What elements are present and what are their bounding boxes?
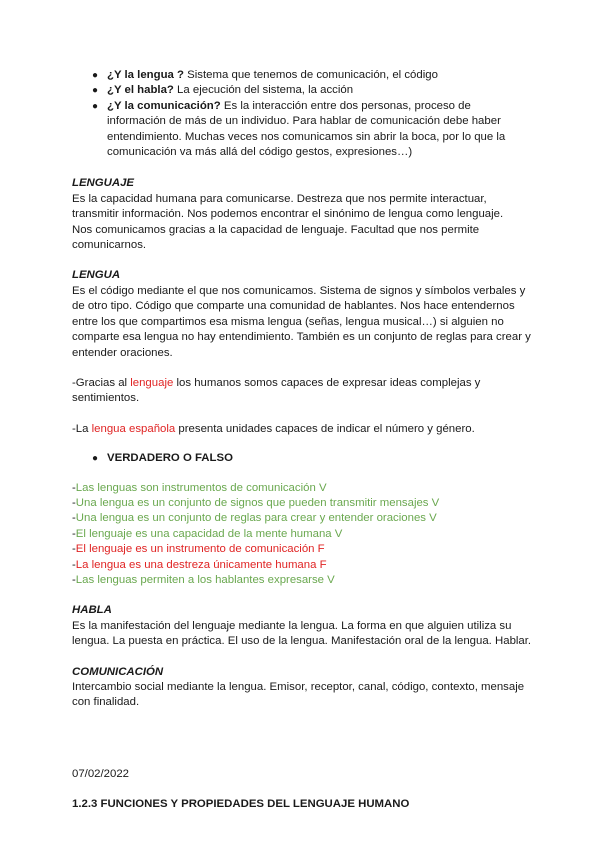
comunicacion-heading: COMUNICACIÓN (72, 665, 164, 678)
bullet-text: Es la interacción entre dos personas, proceso de información de más de un individuo. Para hablar de comunicación debe haber entendimiento. Muchas veces nos comunicamos sin abrir la boca, por lo que la comunicación va más allá del código gestos, expresiones…) (107, 99, 506, 159)
bullet-term: ¿Y el habla? (107, 84, 174, 97)
vf-statement: El lenguaje es una capacidad de la mente humana V (75, 527, 343, 540)
example-lenguaje (72, 376, 532, 407)
document-page (72, 68, 532, 813)
vf-item (72, 558, 532, 573)
vf-title-text: VERDADERO O FALSO (107, 452, 233, 465)
vf-prefix: - (72, 573, 76, 586)
vf-statement: Una lengua es un conjunto de signos que pueden transmitir mensajes V (75, 496, 440, 509)
bullet-text: Sistema que tenemos de comunicación, el código (184, 69, 438, 81)
vf-prefix: - (72, 496, 76, 509)
vf-prefix: - (72, 527, 76, 540)
vf-item (72, 511, 532, 526)
example-text: -La (72, 422, 92, 435)
bullet-icon: ● (92, 85, 99, 97)
bullet-icon: ● (92, 70, 99, 81)
lenguaje-paragraph-1: Es la capacidad humana para comunicarse. Destreza que nos permite interactuar, transmitir información. Nos podemos encontrar el sinónimo de lengua como lenguaje. (72, 192, 504, 221)
example-lengua (72, 422, 532, 437)
vf-item (72, 573, 532, 588)
list-item (72, 99, 532, 161)
definitions-bullet-list (72, 68, 532, 160)
lengua-paragraph: Es el código mediante el que nos comunicamos. Sistema de signos y símbolos verbales y de otro tipo. Código que comparte una comunidad de hablantes. Nos hace entendernos entre los que compartimos esa misma lengua (señas, lengua musical…) si alguien no comparte esa lengua no hay entendimiento. También es un conjunto de reglas para crear y entender oraciones. (72, 284, 531, 359)
vf-prefix: - (72, 558, 76, 571)
vf-statement: Una lengua es un conjunto de reglas para crear y entender oraciones V (75, 512, 437, 525)
bullet-term: ¿Y la lengua ? (107, 69, 185, 81)
vf-title (72, 451, 532, 466)
vf-statement: Las lenguas permiten a los hablantes expresarse V (75, 573, 335, 586)
vf-prefix: - (72, 543, 76, 556)
bullet-term: ¿Y la comunicación? (107, 99, 221, 112)
bullet-icon: ● (92, 453, 99, 465)
highlight-lenguaje: lenguaje (130, 376, 174, 389)
lenguaje-paragraph-2: Nos comunicamos gracias a la capacidad de lenguaje. Facultad que nos permite comunicarnos. (72, 223, 480, 252)
vf-item (72, 496, 532, 511)
bullet-text: La ejecución del sistema, la acción (173, 84, 354, 97)
lengua-heading: LENGUA (72, 269, 121, 282)
vf-prefix: - (72, 481, 76, 494)
lenguaje-heading: LENGUAJE (72, 177, 135, 190)
highlight-lengua-espanola: lengua española (91, 422, 176, 435)
habla-heading: HABLA (72, 604, 112, 617)
vf-item (72, 527, 532, 542)
bullet-icon: ● (92, 100, 99, 112)
vf-item (72, 481, 532, 496)
vf-item (72, 542, 532, 557)
date-stamp: 07/02/2022 (72, 767, 130, 780)
vf-statement: El lenguaje es un instrumento de comunicación F (75, 543, 325, 556)
vf-prefix: - (72, 512, 76, 525)
example-text: presenta unidades capaces de indicar el número y género. (175, 422, 475, 435)
list-item (72, 83, 532, 98)
list-item (72, 68, 532, 83)
example-text: -Gracias al (72, 376, 131, 389)
vf-statement: Las lenguas son instrumentos de comunicación V (75, 481, 327, 494)
habla-paragraph: Es la manifestación del lenguaje mediante la lengua. La forma en que alguien utiliza su lengua. La puesta en práctica. El uso de la lengua. Manifestación oral de la lengua. Hablar. (72, 619, 532, 648)
comunicacion-paragraph: Intercambio social mediante la lengua. Emisor, receptor, canal, código, contexto, mensaje con finalidad. (72, 681, 525, 709)
example-text: los humanos somos capaces de expresar ideas complejas y sentimientos. (72, 376, 481, 405)
vf-list (72, 481, 532, 589)
section-title: 1.2.3 FUNCIONES Y PROPIEDADES DEL LENGUAJE HUMANO (72, 798, 410, 811)
vf-statement: La lengua es una destreza únicamente humana F (75, 558, 327, 571)
